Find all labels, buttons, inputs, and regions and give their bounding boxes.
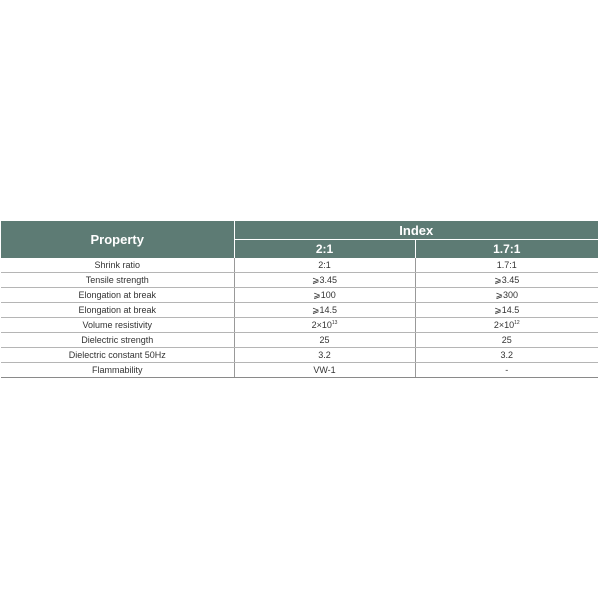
- property-cell: Volume resistivity: [1, 318, 234, 333]
- value-cell-b: 25: [415, 333, 598, 348]
- header-index: Index: [234, 221, 598, 240]
- table-body: [1, 258, 598, 378]
- value-cell-a: VW-1: [234, 363, 415, 378]
- table-row: [1, 348, 598, 363]
- value-cell-b: 3.2: [415, 348, 598, 363]
- value-cell-b: 1.7:1: [415, 258, 598, 273]
- value-cell-a: ⩾100: [234, 288, 415, 303]
- table-row: [1, 288, 598, 303]
- value-cell-a: ⩾3.45: [234, 273, 415, 288]
- table-row: [1, 273, 598, 288]
- value-cell-b: ⩾300: [415, 288, 598, 303]
- value-cell-a: [234, 318, 415, 333]
- property-cell: Elongation at break: [1, 288, 234, 303]
- value-base: 2×10: [311, 320, 332, 330]
- table-row: [1, 318, 598, 333]
- property-cell: Tensile strength: [1, 273, 234, 288]
- property-cell: Dielectric strength: [1, 333, 234, 348]
- value-cell-a: 3.2: [234, 348, 415, 363]
- table-row: [1, 363, 598, 378]
- value-cell-a: 2:1: [234, 258, 415, 273]
- value-cell-b: ⩾3.45: [415, 273, 598, 288]
- value-cell-a: 25: [234, 333, 415, 348]
- value-cell-b: -: [415, 363, 598, 378]
- property-cell: Shrink ratio: [1, 258, 234, 273]
- value-cell-b: ⩾14.5: [415, 303, 598, 318]
- property-cell: Elongation at break: [1, 303, 234, 318]
- header-ratio-1-7-1: 1.7:1: [415, 240, 598, 259]
- table-row: [1, 258, 598, 273]
- table-row: [1, 333, 598, 348]
- value-exponent: 13: [331, 320, 338, 326]
- value-base: 2×10: [493, 320, 515, 330]
- properties-table-container: [1, 221, 598, 378]
- table-header: [1, 221, 598, 258]
- value-cell-a: ⩾14.5: [234, 303, 415, 318]
- value-cell-b: [415, 318, 598, 333]
- properties-table: [1, 221, 598, 378]
- property-cell: Flammability: [1, 363, 234, 378]
- table-row: [1, 303, 598, 318]
- header-ratio-2-1: 2:1: [234, 240, 415, 259]
- header-property: Property: [1, 221, 234, 258]
- value-exponent: 12: [514, 320, 520, 326]
- property-cell: Dielectric constant 50Hz: [1, 348, 234, 363]
